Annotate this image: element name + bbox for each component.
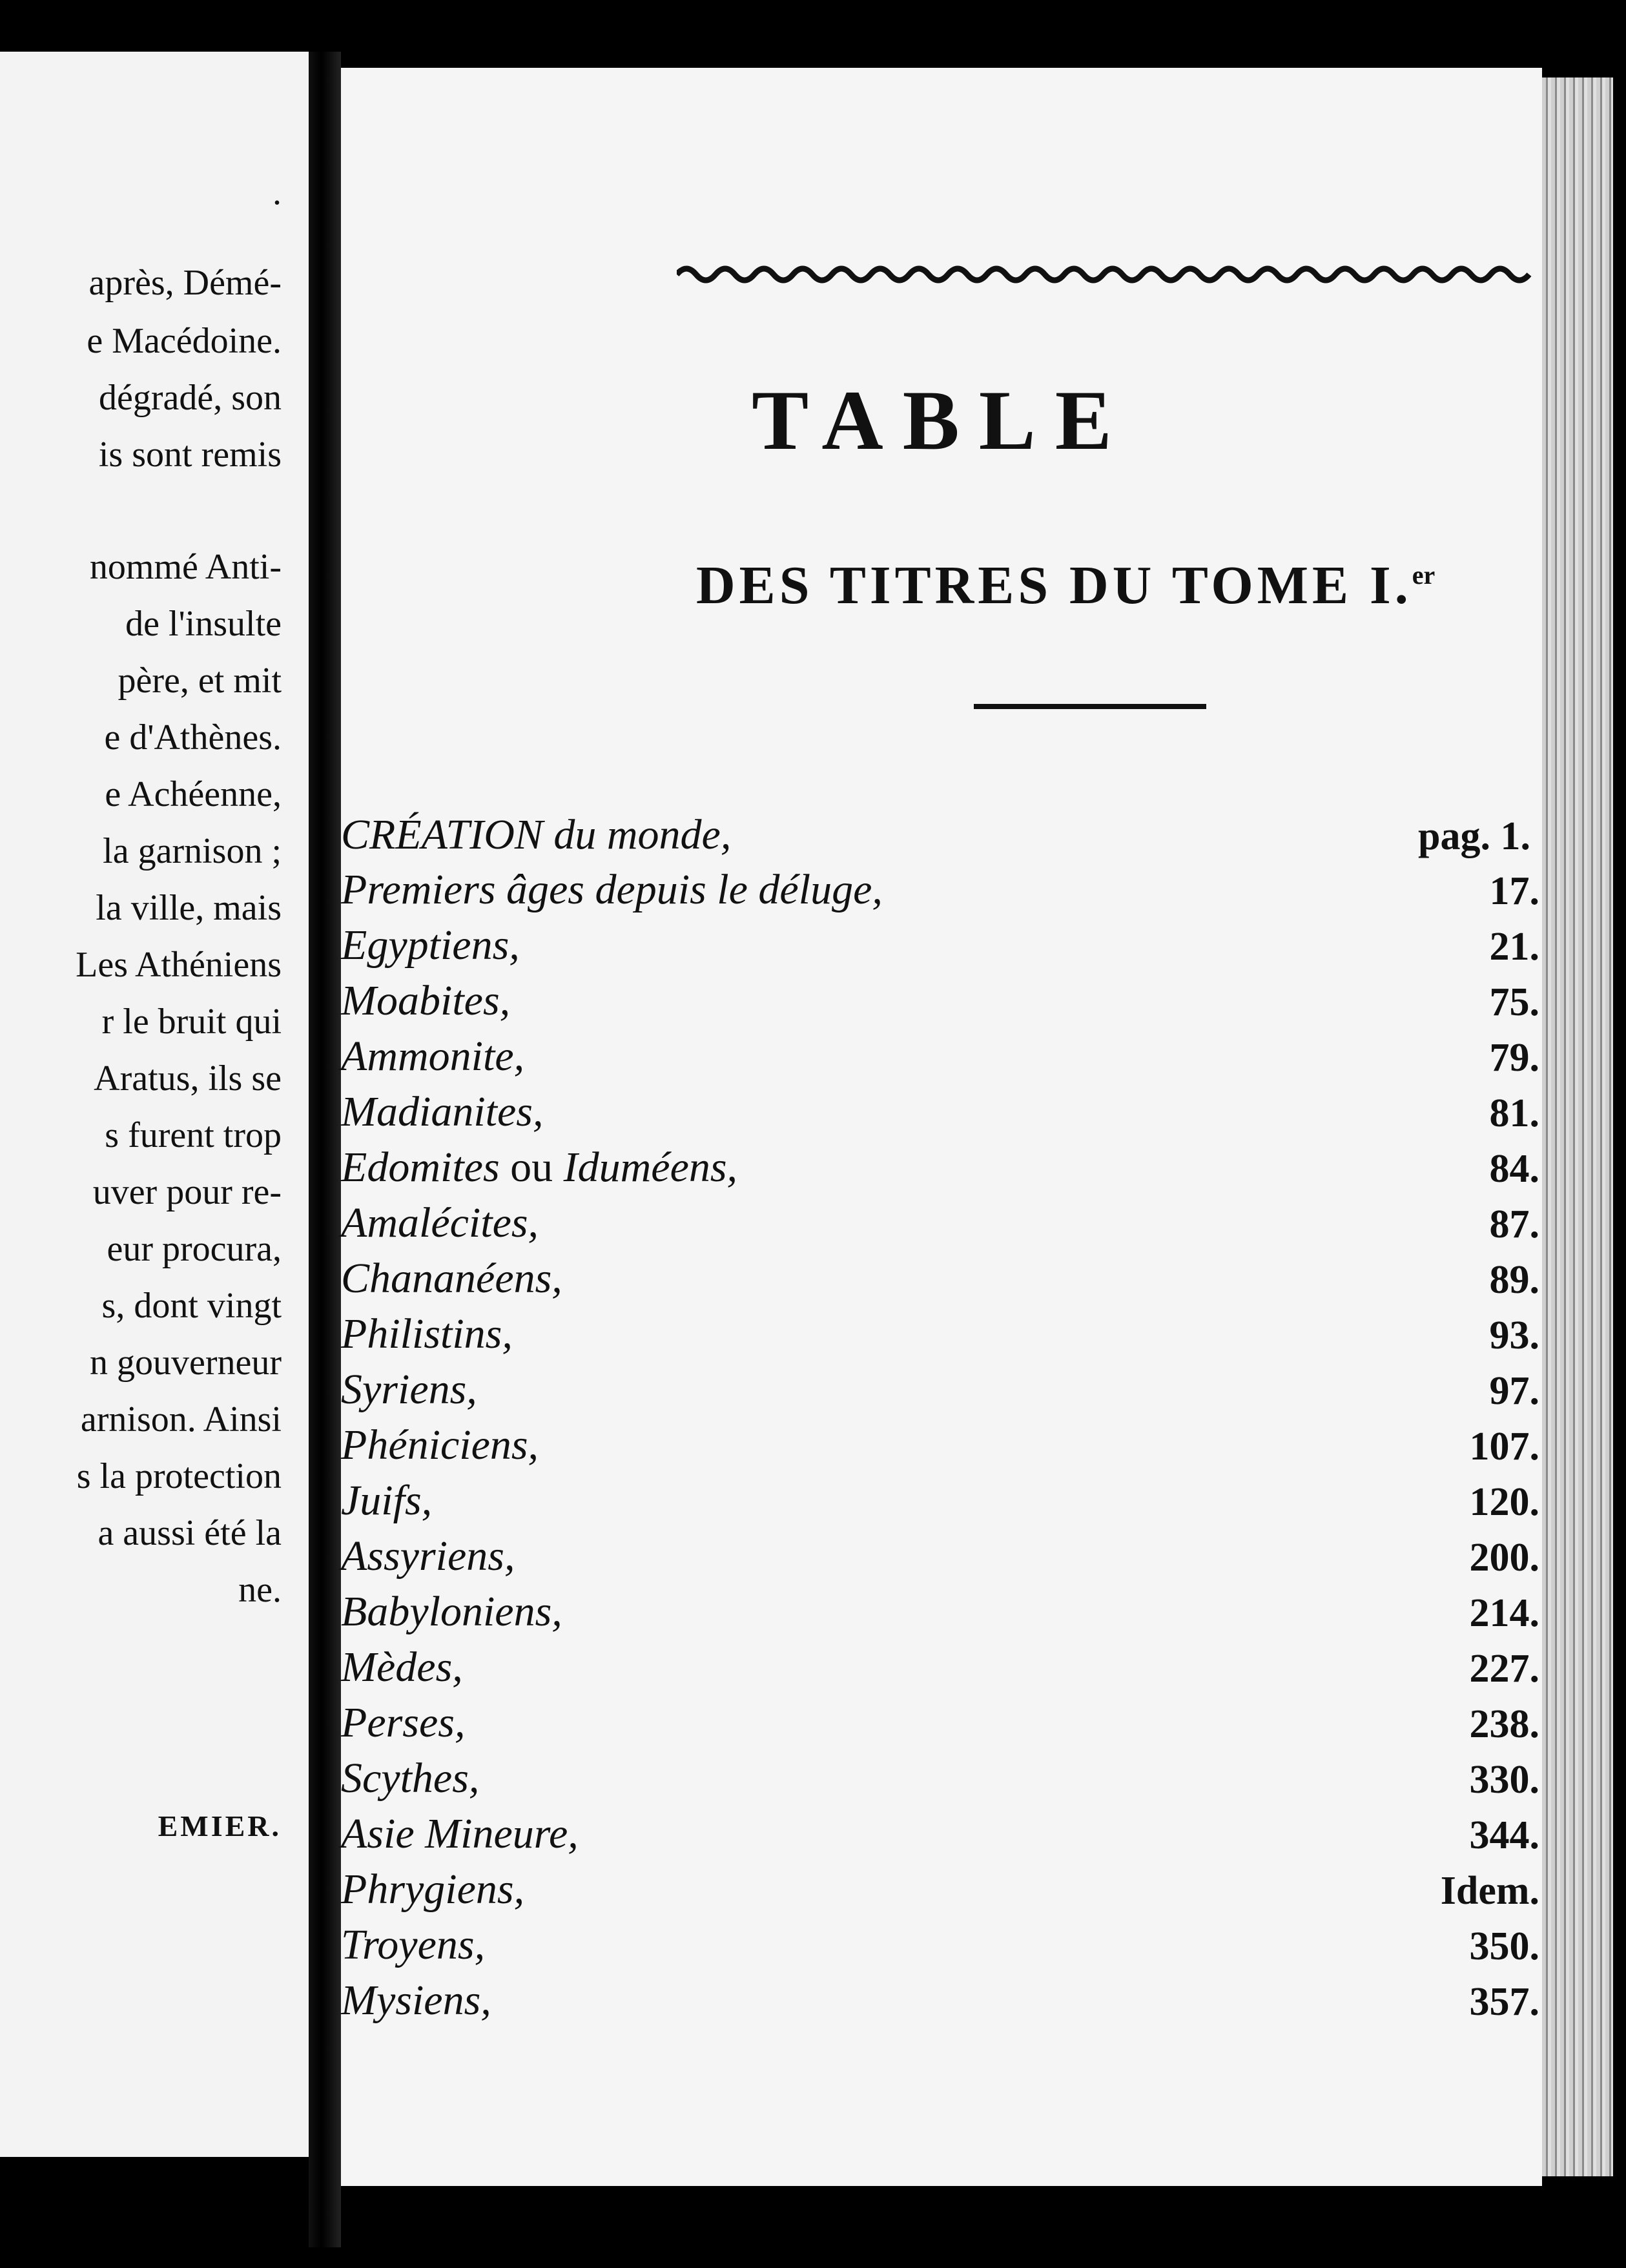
toc-entry-page: 93.	[1489, 1314, 1539, 1357]
toc-entry	[341, 856, 1542, 911]
toc-entry-label: Ammonite,	[341, 1033, 525, 1080]
left-page-line: la garnison ;	[103, 831, 282, 871]
left-page-line: arnison. Ainsi	[80, 1399, 282, 1439]
toc-entry-page: pag. 1.	[1418, 814, 1530, 858]
toc-entry-page: 357.	[1469, 1980, 1539, 2024]
table-of-contents	[341, 68, 1542, 2186]
toc-entry-label: Premiers âges depuis le déluge,	[341, 866, 883, 913]
left-page-line: dégradé, son	[98, 378, 282, 418]
toc-entry-label: Phrygiens,	[341, 1866, 525, 1913]
toc-entry	[341, 1244, 1542, 1300]
left-page-line: e d'Athènes.	[104, 717, 282, 758]
left-page-line: après, Démé-	[88, 263, 282, 303]
toc-entry-page: 350.	[1469, 1924, 1539, 1968]
toc-entry-label: Chananéens,	[341, 1255, 562, 1302]
toc-entry-page: 344.	[1469, 1813, 1539, 1857]
toc-entry-label: Asie Mineure,	[341, 1810, 579, 1857]
left-page-line: r le bruit qui	[101, 1002, 282, 1042]
toc-entry-page: 214.	[1469, 1591, 1539, 1635]
left-page-line: n gouverneur	[89, 1343, 282, 1383]
left-page-line: père, et mit	[118, 661, 282, 701]
toc-entry-label: Babyloniens,	[341, 1588, 562, 1635]
toc-entry-label-rest: du monde,	[542, 811, 732, 858]
toc-entry-label: Mysiens,	[341, 1977, 491, 2024]
left-page-line: is sont remis	[98, 435, 282, 475]
toc-entry	[341, 1078, 1542, 1133]
left-page-line: nommé Anti-	[89, 547, 282, 587]
toc-entry	[341, 911, 1542, 967]
toc-entry-page: 75.	[1489, 980, 1539, 1024]
toc-entry-label-part: Iduméens,	[563, 1144, 738, 1191]
toc-entry-label: Amalécites,	[341, 1199, 539, 1246]
left-page-line: la ville, mais	[96, 888, 282, 928]
left-page-line: ne.	[238, 1570, 282, 1610]
left-page-line: s la protection	[76, 1456, 282, 1496]
toc-entry-page: 81.	[1489, 1091, 1539, 1135]
left-page-line: Les Athéniens	[76, 945, 282, 985]
toc-entry-page: 238.	[1469, 1702, 1539, 1746]
left-page-footer: EMIER.	[158, 1809, 282, 1842]
toc-entry-label	[341, 1146, 737, 1189]
toc-entry	[341, 1911, 1542, 1966]
book-gutter	[309, 52, 341, 2247]
right-page	[341, 68, 1542, 2186]
toc-entry-page: 89.	[1489, 1258, 1539, 1302]
toc-entry-page: 107.	[1469, 1425, 1539, 1469]
page-stack-edge	[1542, 77, 1613, 2176]
toc-entry	[341, 1467, 1542, 1522]
toc-entry-label: Philistins,	[341, 1310, 513, 1357]
toc-entry	[341, 1522, 1542, 1578]
toc-entry	[341, 967, 1542, 1022]
left-page-line: .	[273, 172, 282, 212]
toc-entry-page: 330.	[1469, 1758, 1539, 1802]
toc-entry-label-roman: ou	[499, 1144, 564, 1191]
left-page-line: uver pour re-	[92, 1172, 282, 1212]
toc-entry	[341, 1300, 1542, 1356]
toc-entry	[341, 1744, 1542, 1800]
toc-entry-label: Mèdes,	[341, 1644, 463, 1691]
left-page-line: s, dont vingt	[101, 1286, 282, 1326]
toc-entry	[341, 1966, 1542, 2022]
toc-entry	[341, 1855, 1542, 1911]
toc-entry-label: Madianites,	[341, 1088, 544, 1135]
page-title: TABLE	[752, 373, 1131, 468]
left-page-line: de l'insulte	[125, 604, 282, 644]
toc-entry-page: 227.	[1469, 1647, 1539, 1691]
toc-entry-label: Scythes,	[341, 1755, 480, 1802]
left-page-line: eur procura,	[107, 1229, 282, 1269]
toc-entry	[341, 801, 1542, 856]
toc-entry	[341, 1022, 1542, 1078]
toc-entry-page: 84.	[1489, 1147, 1539, 1191]
left-page-line: Aratus, ils se	[94, 1058, 282, 1098]
left-page-line: a aussi été la	[98, 1513, 282, 1553]
toc-entry-page: 79.	[1489, 1036, 1539, 1080]
toc-entry	[341, 1133, 1542, 1189]
toc-entry-page: 200.	[1469, 1536, 1539, 1580]
toc-entry-page: 21.	[1489, 925, 1539, 969]
left-page-line: e Achéenne,	[105, 774, 282, 814]
toc-entry-page: 87.	[1489, 1202, 1539, 1246]
toc-entry	[341, 1633, 1542, 1689]
toc-entry-label	[341, 811, 732, 858]
toc-entry	[341, 1189, 1542, 1244]
left-page-line: s furent trop	[105, 1115, 282, 1155]
toc-entry-page: 17.	[1489, 869, 1539, 913]
toc-entry-page: 120.	[1469, 1480, 1539, 1524]
toc-entry-label: Troyens,	[341, 1921, 486, 1968]
toc-entry	[341, 1411, 1542, 1467]
toc-entry	[341, 1356, 1542, 1411]
toc-entry-label: Perses,	[341, 1699, 466, 1746]
toc-entry-label: Syriens,	[341, 1366, 477, 1413]
subtitle-superscript: er	[1412, 561, 1436, 590]
toc-entry-label: Phéniciens,	[341, 1421, 539, 1469]
toc-entry-label: Juifs,	[341, 1477, 433, 1524]
toc-entry-page: 97.	[1489, 1369, 1539, 1413]
toc-entry	[341, 1800, 1542, 1855]
toc-entry-label-caps: CRÉATION	[341, 811, 543, 858]
toc-entry-label: Moabites,	[341, 977, 511, 1024]
toc-entry	[341, 1689, 1542, 1744]
subtitle-text: DES TITRES DU TOME I.	[696, 555, 1412, 615]
toc-entry-label: Assyriens,	[341, 1532, 515, 1580]
toc-entry-label-part: Edomites	[341, 1144, 500, 1191]
toc-entry	[341, 1578, 1542, 1633]
toc-entry-label: Egyptiens,	[341, 922, 520, 969]
left-page-line: e Macédoine.	[87, 321, 282, 361]
toc-entry-page: Idem.	[1440, 1869, 1539, 1913]
left-page	[0, 52, 309, 2157]
